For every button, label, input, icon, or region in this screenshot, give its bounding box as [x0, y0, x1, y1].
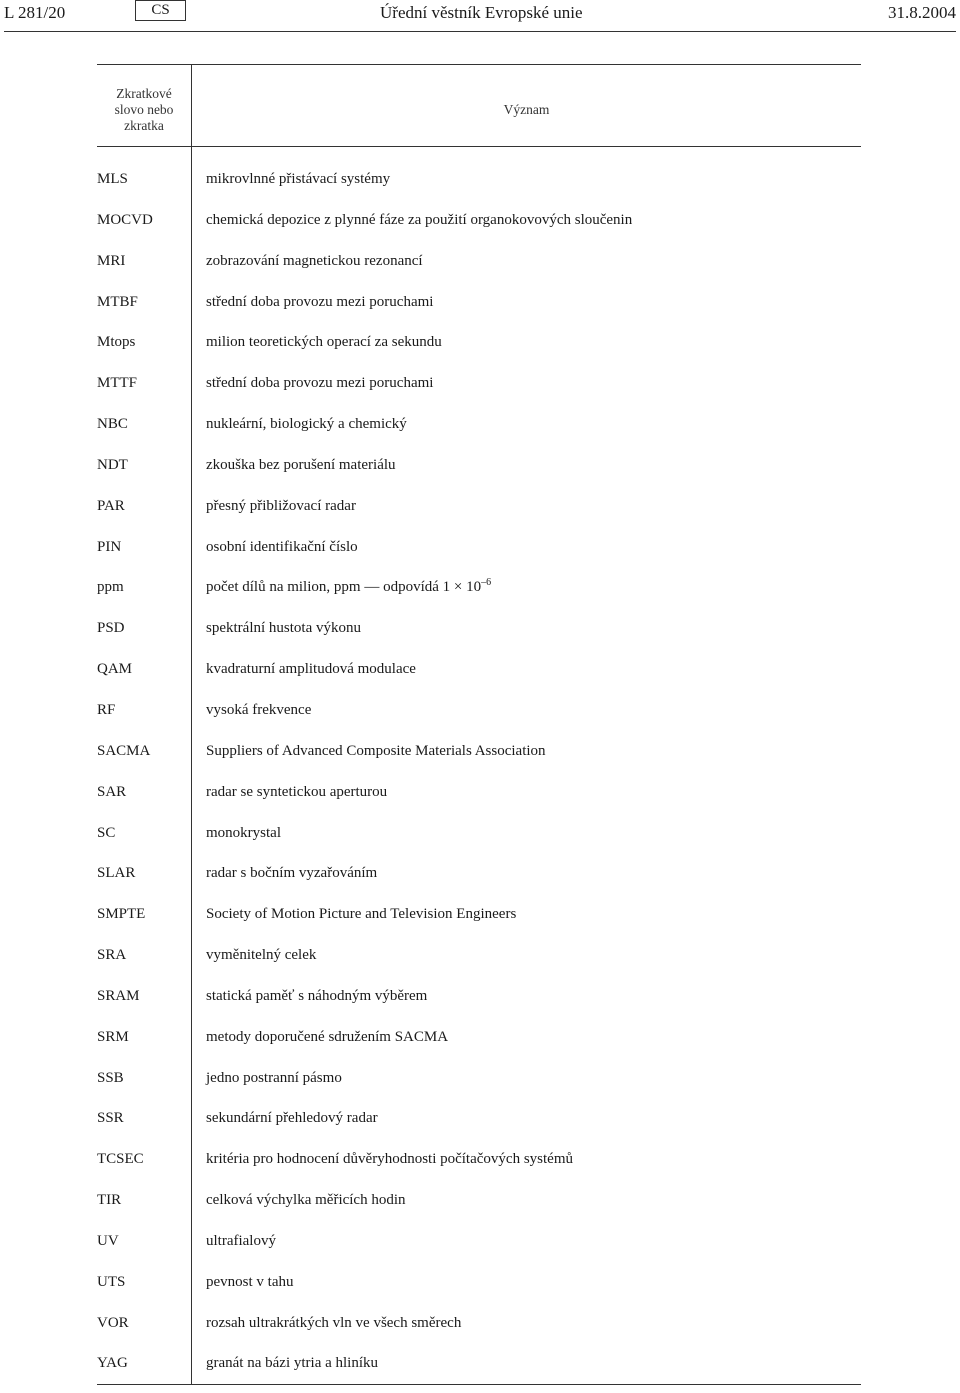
table-row — [97, 740, 861, 781]
row-meaning — [206, 454, 396, 476]
row-meaning — [206, 250, 423, 272]
row-meaning-text: statická paměť s náhodným výběrem — [206, 987, 428, 1004]
row-abbreviation: UV — [97, 1232, 119, 1249]
row-meaning-text: milion teoretických operací za sekundu — [206, 334, 442, 351]
row-meaning — [206, 1148, 573, 1170]
row-meaning — [206, 1067, 342, 1089]
row-abbreviation: SRM — [97, 1028, 129, 1045]
row-meaning-text: kvadraturní amplitudová modulace — [206, 661, 416, 678]
table-row — [97, 1067, 861, 1108]
row-meaning — [206, 781, 387, 803]
row-meaning — [206, 1352, 378, 1374]
row-meaning — [206, 822, 281, 844]
row-meaning — [206, 372, 433, 394]
table-row — [97, 576, 861, 617]
table-row — [97, 1230, 861, 1271]
row-abbreviation: Mtops — [97, 334, 136, 351]
row-abbreviation: SC — [97, 824, 116, 841]
column-header-abbreviation-line: zkratka — [124, 118, 164, 133]
row-meaning — [206, 413, 407, 435]
row-meaning-text: spektrální hustota výkonu — [206, 620, 361, 637]
table-row — [97, 699, 861, 740]
table-header-rule — [97, 146, 861, 147]
row-abbreviation: ppm — [97, 579, 124, 596]
row-meaning-text: monokrystal — [206, 824, 281, 841]
table-row — [97, 822, 861, 863]
row-meaning — [206, 944, 316, 966]
table-top-rule — [97, 64, 861, 65]
row-meaning — [206, 291, 433, 313]
row-meaning-text: sekundární přehledový radar — [206, 1110, 378, 1127]
table-row — [97, 1026, 861, 1067]
row-meaning — [206, 903, 516, 925]
row-abbreviation: VOR — [97, 1314, 129, 1331]
row-meaning — [206, 617, 361, 639]
row-meaning-text: počet dílů na milion, ppm — odpovídá 1 × 10 — [206, 579, 482, 596]
table-row — [97, 944, 861, 985]
table-row — [97, 1271, 861, 1312]
row-abbreviation: SSB — [97, 1069, 124, 1086]
row-meaning-text: rozsah ultrakrátkých vln ve všech směrech — [206, 1314, 462, 1331]
row-abbreviation: MLS — [97, 171, 128, 187]
row-meaning — [206, 740, 546, 762]
row-meaning — [206, 536, 358, 558]
row-meaning — [206, 985, 427, 1007]
row-meaning — [206, 862, 377, 884]
row-abbreviation: PAR — [97, 497, 125, 514]
row-meaning — [206, 1026, 448, 1048]
table-row — [97, 1312, 861, 1353]
row-meaning-text: zobrazování magnetickou rezonancí — [206, 252, 423, 269]
row-meaning — [206, 495, 356, 517]
row-meaning-text: granát na bázi ytria a hliníku — [206, 1355, 379, 1372]
table-row — [97, 658, 861, 699]
table-row — [97, 1189, 861, 1230]
table-row — [97, 781, 861, 822]
row-meaning-text: přesný přibližovací radar — [206, 497, 356, 514]
row-meaning-text: zkouška bez porušení materiálu — [206, 456, 396, 473]
row-meaning — [206, 1107, 378, 1129]
row-abbreviation: MTBF — [97, 293, 138, 310]
table-row — [97, 536, 861, 577]
row-meaning-text: střední doba provozu mezi poruchami — [206, 375, 434, 392]
row-abbreviation: SSR — [97, 1110, 124, 1127]
table-row — [97, 985, 861, 1026]
row-meaning — [206, 209, 632, 231]
row-abbreviation: MOCVD — [97, 211, 153, 228]
publication-date: 31.8.2004 — [888, 3, 956, 22]
table-row — [97, 1352, 861, 1393]
row-abbreviation: TIR — [97, 1192, 122, 1209]
column-header-meaning: Význam — [503, 102, 550, 117]
table-row — [97, 372, 861, 413]
row-meaning — [206, 331, 442, 353]
row-abbreviation: PSD — [97, 620, 125, 637]
row-abbreviation: SACMA — [97, 742, 151, 759]
column-header-abbreviation-line: slovo nebo — [114, 102, 174, 117]
table-row — [97, 454, 861, 495]
row-meaning-text: pevnost v tahu — [206, 1273, 294, 1290]
row-abbreviation: SAR — [97, 783, 127, 800]
row-abbreviation: PIN — [97, 538, 122, 555]
row-abbreviation: RF — [97, 701, 116, 718]
table-row — [97, 1107, 861, 1148]
language-badge: CS — [135, 0, 186, 21]
table-row — [97, 291, 861, 332]
table-row — [97, 862, 861, 903]
row-abbreviation: QAM — [97, 661, 133, 678]
table-row — [97, 331, 861, 372]
table-row — [97, 903, 861, 944]
row-meaning — [206, 658, 416, 680]
page-reference: L 281/20 — [4, 3, 66, 22]
row-meaning-text: jedno postranní pásmo — [206, 1069, 342, 1086]
journal-title: Úřední věstník Evropské unie — [380, 3, 583, 22]
row-meaning-text: nukleární, biologický a chemický — [206, 416, 407, 433]
row-meaning — [206, 1189, 406, 1211]
table-row — [97, 617, 861, 658]
row-abbreviation: NBC — [97, 416, 128, 433]
row-abbreviation: UTS — [97, 1273, 126, 1290]
row-abbreviation: SLAR — [97, 865, 136, 882]
row-abbreviation: SRA — [97, 947, 127, 964]
table-row — [97, 209, 861, 250]
row-meaning-text: celková výchylka měřicích hodin — [206, 1192, 406, 1209]
row-abbreviation: SRAM — [97, 987, 140, 1004]
page-header — [0, 0, 960, 32]
row-meaning — [206, 1312, 461, 1334]
row-meaning — [206, 699, 311, 721]
table-row — [97, 168, 861, 209]
row-meaning — [206, 1230, 276, 1252]
row-meaning-text: metody doporučené sdružením SACMA — [206, 1028, 449, 1045]
row-meaning-text: vysoká frekvence — [206, 701, 312, 718]
row-meaning-text: ultrafialový — [206, 1232, 276, 1249]
table-row — [97, 1148, 861, 1189]
row-abbreviation: TCSEC — [97, 1151, 144, 1168]
row-meaning-text: střední doba provozu mezi poruchami — [206, 293, 434, 310]
column-header-abbreviation-line: Zkratkové — [116, 86, 172, 101]
row-meaning-exponent: –6 — [481, 577, 492, 589]
row-abbreviation: NDT — [97, 456, 128, 473]
row-abbreviation: MTTF — [97, 375, 138, 392]
row-meaning-text: chemická depozice z plynné fáze za použití organokovových sloučenin — [206, 211, 633, 228]
row-meaning-text: radar s bočním vyzařováním — [206, 865, 378, 882]
row-meaning-text: Suppliers of Advanced Composite Materials Association — [206, 742, 546, 759]
row-abbreviation: YAG — [97, 1355, 128, 1372]
table-body — [97, 168, 861, 1393]
row-meaning-text: Society of Motion Picture and Television Engineers — [206, 906, 517, 923]
column-header-abbreviation — [97, 86, 191, 134]
row-meaning — [206, 576, 491, 598]
row-meaning — [206, 1271, 294, 1293]
row-meaning-text: mikrovlnné přistávací systémy — [206, 171, 391, 187]
header-divider — [4, 31, 956, 32]
row-meaning-text: osobní identifikační číslo — [206, 538, 358, 555]
row-meaning-text: vyměnitelný celek — [206, 947, 317, 964]
row-meaning-text: radar se syntetickou aperturou — [206, 783, 388, 800]
row-abbreviation: SMPTE — [97, 906, 146, 923]
row-abbreviation: MRI — [97, 252, 126, 269]
table-row — [97, 413, 861, 454]
row-meaning-text: kritéria pro hodnocení důvěryhodnosti počítačových systémů — [206, 1151, 573, 1168]
table-row — [97, 250, 861, 291]
table-row — [97, 495, 861, 536]
row-meaning — [206, 168, 390, 190]
